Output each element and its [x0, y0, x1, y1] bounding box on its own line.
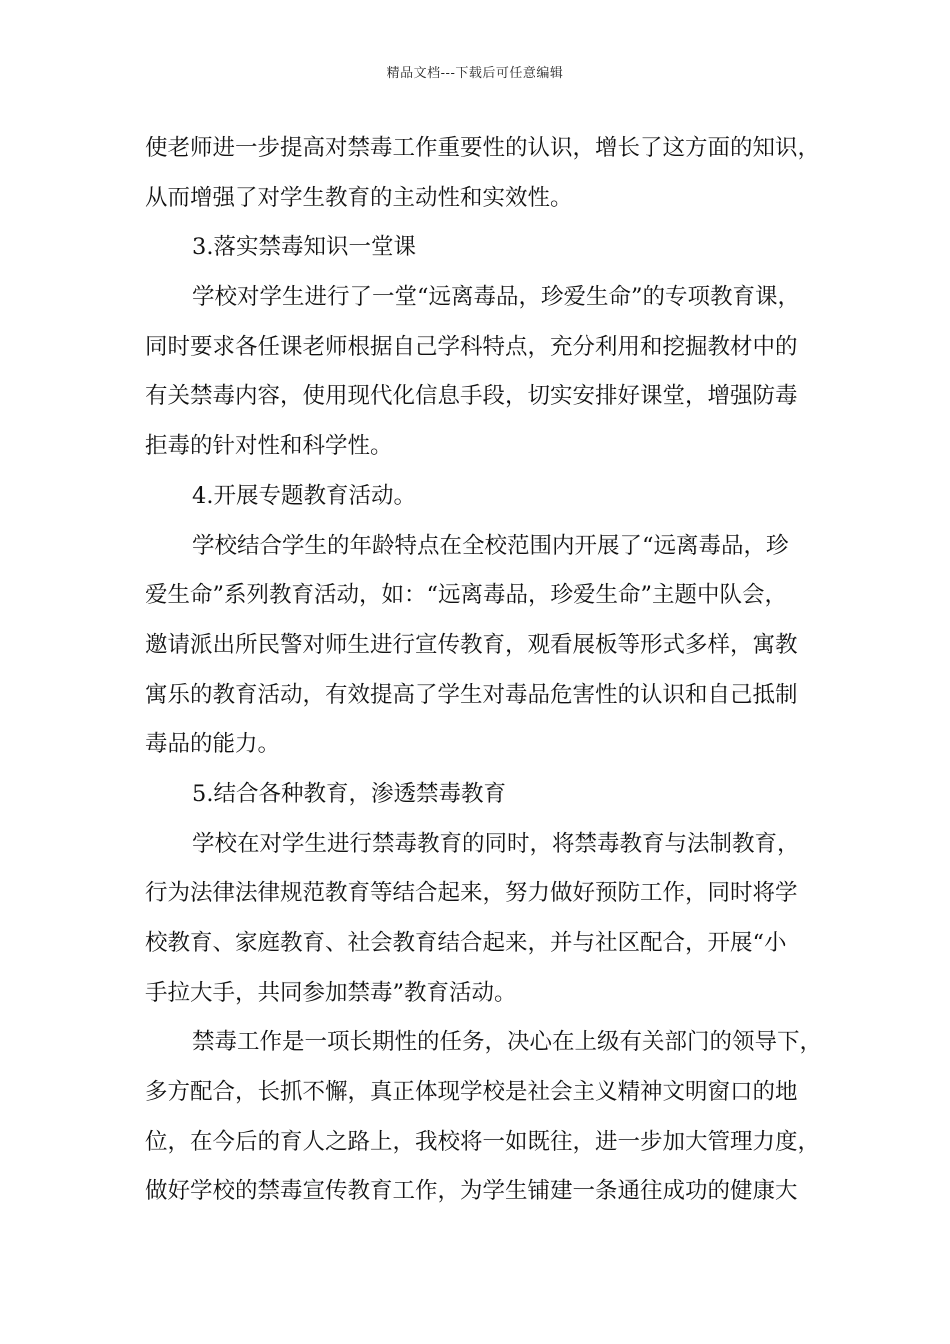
section-heading: 4.开展专题教育活动。	[192, 482, 416, 509]
text-line: 行为法律法律规范教育等结合起来，努力做好预防工作，同时将学	[145, 880, 798, 907]
text-line: 手拉大手，共同参加禁毒”教育活动。	[145, 979, 517, 1006]
text-line: 多方配合，长抓不懈，真正体现学校是社会主义精神文明窗口的地	[145, 1079, 798, 1106]
text-line: 邀请派出所民警对师生进行宣传教育，观看展板等形式多样，寓教	[145, 631, 798, 658]
text-line: 禁毒工作是一项长期性的任务，决心在上级有关部门的领导下，	[192, 1029, 823, 1056]
text-line: 爱生命”系列教育活动，如：“远离毒品，珍爱生命”主题中队会，	[145, 582, 788, 609]
text-line: 拒毒的针对性和科学性。	[145, 433, 393, 460]
text-line: 从而增强了对学生教育的主动性和实效性。	[145, 184, 573, 211]
page-header: 精品文档---下载后可任意编辑	[386, 66, 564, 81]
text-line: 做好学校的禁毒宣传教育工作，为学生铺建一条通往成功的健康大	[145, 1178, 798, 1205]
text-line: 有关禁毒内容，使用现代化信息手段，切实安排好课堂，增强防毒	[145, 383, 798, 410]
text-line: 学校在对学生进行禁毒教育的同时，将禁毒教育与法制教育，	[192, 830, 800, 857]
text-line: 寓乐的教育活动，有效提高了学生对毒品危害性的认识和自己抵制	[145, 681, 798, 708]
section-heading: 5.结合各种教育，渗透禁毒教育	[192, 780, 506, 807]
text-line: 使老师进一步提高对禁毒工作重要性的认识，增长了这方面的知识，	[145, 135, 821, 161]
text-line: 毒品的能力。	[145, 731, 281, 758]
text-line: 同时要求各任课老师根据自己学科特点，充分利用和挖掘教材中的	[145, 333, 798, 360]
text-line: 位，在今后的育人之路上，我校将一如既往，进一步加大管理力度，	[145, 1128, 821, 1155]
text-line: 学校结合学生的年龄特点在全校范围内开展了“远离毒品，珍	[192, 532, 789, 559]
section-heading: 3.落实禁毒知识一堂课	[192, 234, 416, 261]
document-body	[145, 124, 831, 1217]
text-line: 校教育、家庭教育、社会教育结合起来，并与社区配合，开展“小	[145, 930, 787, 956]
text-line: 学校对学生进行了一堂“远离毒品，珍爱生命”的专项教育课，	[192, 284, 801, 311]
